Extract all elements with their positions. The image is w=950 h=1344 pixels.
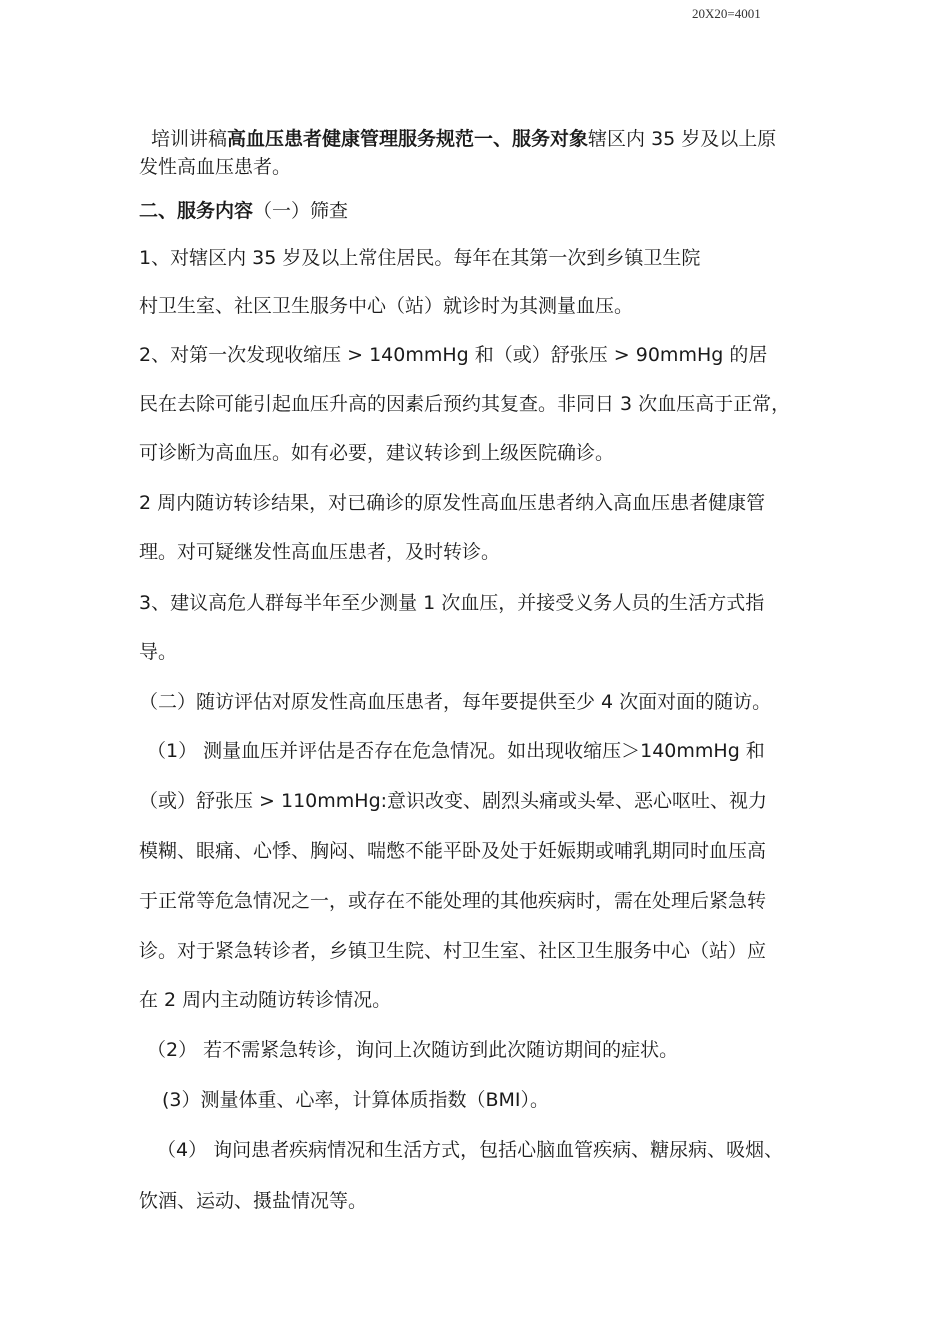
paragraph-line: 理。对可疑继发性高血压患者，及时转诊。 [139, 541, 501, 563]
paragraph-line: 民在去除可能引起血压升高的因素后预约其复查。非同日 3 次血压高于正常， [139, 393, 791, 415]
title-line-1 [139, 127, 829, 151]
paragraph-line: 于正常等危急情况之一，或存在不能处理的其他疾病时，需在处理后紧急转 [139, 890, 767, 912]
paragraph-line: 诊。对于紧急转诊者，乡镇卫生院、村卫生室、社区卫生服务中心（站）应 [139, 940, 767, 962]
paragraph-line: 可诊断为高血压。如有必要，建议转诊到上级医院确诊。 [139, 442, 615, 464]
section-heading [139, 199, 829, 223]
section-heading-rest: （一）筛查 [253, 200, 349, 222]
paragraph-line: 导。 [139, 641, 178, 663]
paragraph-line: 模糊、眼痛、心悸、胸闷、喘憋不能平卧及处于妊娠期或哺乳期同时血压高 [139, 840, 767, 862]
paragraph-line: （1） 测量血压并评估是否存在危急情况。如出现收缩压＞140mmHg 和 [147, 740, 765, 762]
title-line-2: 发性高血压患者。 [139, 156, 292, 178]
paragraph-line: （或）舒张压 > 110mmHg:意识改变、剧烈头痛或头晕、恶心呕吐、视力 [139, 790, 768, 812]
paragraph-line: （二）随访评估对原发性高血压患者，每年要提供至少 4 次面对面的随访。 [139, 691, 772, 713]
paragraph-line: 2 周内随访转诊结果，对已确诊的原发性高血压患者纳入高血压患者健康管 [139, 492, 766, 514]
paragraph-line: 饮酒、运动、摄盐情况等。 [139, 1190, 368, 1212]
document-code: 20X20=4001 [692, 6, 761, 21]
section-heading-bold: 二、服务内容 [139, 200, 254, 222]
paragraph-line: 3、建议高危人群每半年至少测量 1 次血压，并接受义务人员的生活方式指 [139, 592, 765, 614]
paragraph-line: （2） 若不需紧急转诊，询问上次随访到此次随访期间的症状。 [147, 1039, 679, 1061]
paragraph-line: （4） 询问患者疾病情况和生活方式，包括心脑血管疾病、糖尿病、吸烟、 [157, 1139, 784, 1161]
title-rest: 辖区内 35 岁及以上原 [588, 128, 777, 150]
paragraph-line: 村卫生室、社区卫生服务中心（站）就诊时为其测量血压。 [139, 295, 634, 317]
paragraph-line: 1、对辖区内 35 岁及以上常住居民。每年在其第一次到乡镇卫生院 [139, 247, 701, 269]
title-prefix: 培训讲稿 [151, 128, 228, 150]
paragraph-line: 在 2 周内主动随访转诊情况。 [139, 989, 392, 1011]
paragraph-line: (3）测量体重、心率，计算体质指数（BMI）。 [162, 1089, 550, 1111]
paragraph-line: 2、对第一次发现收缩压 > 140mmHg 和（或）舒张压 > 90mmHg 的居 [139, 344, 768, 366]
title-bold: 高血压患者健康管理服务规范一、服务对象 [227, 128, 589, 150]
